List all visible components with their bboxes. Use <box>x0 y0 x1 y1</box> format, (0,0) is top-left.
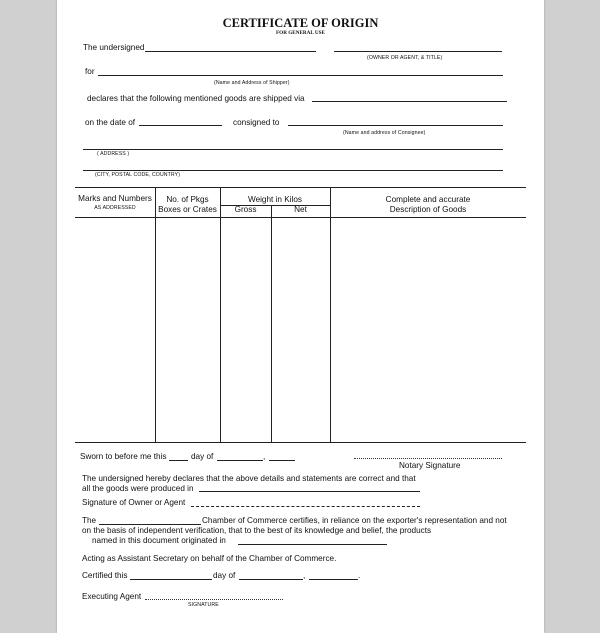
sworn-day-field[interactable] <box>169 460 188 461</box>
date-field[interactable] <box>139 125 222 126</box>
col-gross: Gross <box>234 205 257 214</box>
col-pkgs-title: No. of Pkgs <box>166 195 209 204</box>
certified-day-field[interactable] <box>130 579 212 580</box>
col-desc-subtitle: Description of Goods <box>389 205 467 214</box>
notary-signature-label: Notary Signature <box>399 461 461 470</box>
right-margin <box>544 0 600 633</box>
produced-in-field[interactable] <box>199 491 420 492</box>
chamber-the-label: The <box>82 516 97 525</box>
chamber-name-field[interactable] <box>99 524 201 525</box>
sworn-day-of-label: day of <box>191 452 214 461</box>
owner-agent-caption: (OWNER OR AGENT, & TITLE) <box>367 55 443 61</box>
shipped-via-field[interactable] <box>312 101 507 102</box>
table-top-border <box>75 187 526 188</box>
signature-owner-label: Signature of Owner or Agent <box>82 498 186 507</box>
city-field[interactable] <box>83 170 503 171</box>
sworn-label: Sworn to before me this <box>80 452 167 461</box>
col-pkgs-subtitle: Boxes or Crates <box>158 205 217 214</box>
undersigned-field[interactable] <box>145 51 316 52</box>
address-caption: ( ADDRESS ) <box>97 151 130 157</box>
undersigned-label: The undersigned <box>83 43 145 52</box>
shipper-caption: (Name and Address of Shipper) <box>214 80 290 86</box>
date-label: on the date of <box>85 118 136 127</box>
certified-comma: , <box>303 571 306 580</box>
notary-signature-field[interactable] <box>354 458 502 459</box>
certified-day-of-label: day of <box>213 571 236 580</box>
certified-month-field[interactable] <box>239 579 303 580</box>
executing-agent-label: Executing Agent <box>82 592 142 601</box>
table-col-divider <box>220 187 221 442</box>
sworn-month-field[interactable] <box>217 460 263 461</box>
declares-label: declares that the following mentioned goods are shipped via <box>87 94 305 103</box>
consignee-caption: (Name and address of Consignee) <box>343 130 426 136</box>
for-label: for <box>85 67 95 76</box>
page-title: CERTIFICATE OF ORIGIN <box>222 16 379 30</box>
table-col-divider <box>155 187 156 442</box>
declaration-line-2: all the goods were produced in <box>82 484 194 493</box>
page-subtitle: FOR GENERAL USE <box>275 30 325 36</box>
table-header-border <box>75 217 526 218</box>
table-col-divider <box>330 187 331 442</box>
certificate-page <box>57 0 544 633</box>
signature-owner-field[interactable] <box>191 506 420 507</box>
chamber-line-2: on the basis of independent verification, that to the best of its knowledge and belief, the products <box>82 526 432 535</box>
col-desc-title: Complete and accurate <box>385 195 471 204</box>
shipper-field[interactable] <box>98 75 503 76</box>
col-net: Net <box>294 205 307 214</box>
col-weight-title: Weight in Kilos <box>247 195 302 204</box>
executing-agent-signature-field[interactable] <box>145 599 283 600</box>
address-field[interactable] <box>83 149 503 150</box>
declaration-line-1: The undersigned hereby declares that the above details and statements are correct and that <box>82 474 416 483</box>
col-marks-subtitle: AS ADDRESSED <box>94 205 136 211</box>
consigned-to-label: consigned to <box>233 118 280 127</box>
certified-label: Certified this <box>82 571 128 580</box>
left-margin <box>0 0 57 633</box>
consignee-field[interactable] <box>288 125 503 126</box>
owner-agent-field[interactable] <box>334 51 502 52</box>
certified-year-field[interactable] <box>309 579 358 580</box>
originated-in-field[interactable] <box>238 544 387 545</box>
table-bottom-border <box>75 442 526 443</box>
col-marks-title: Marks and Numbers <box>78 194 152 203</box>
table-col-divider <box>271 205 272 442</box>
acting-label: Acting as Assistant Secretary on behalf of the Chamber of Commerce. <box>82 554 337 563</box>
sworn-comma: , <box>263 452 266 461</box>
signature-caption: SIGNATURE <box>188 602 219 608</box>
sworn-year-field[interactable] <box>269 460 295 461</box>
city-caption: (CITY, POSTAL CODE, COUNTRY) <box>95 172 181 178</box>
chamber-line-1: Chamber of Commerce certifies, in reliance on the exporter's representation and not <box>202 516 507 525</box>
chamber-line-3: named in this document originated in <box>92 536 226 545</box>
certified-period: . <box>358 571 361 580</box>
